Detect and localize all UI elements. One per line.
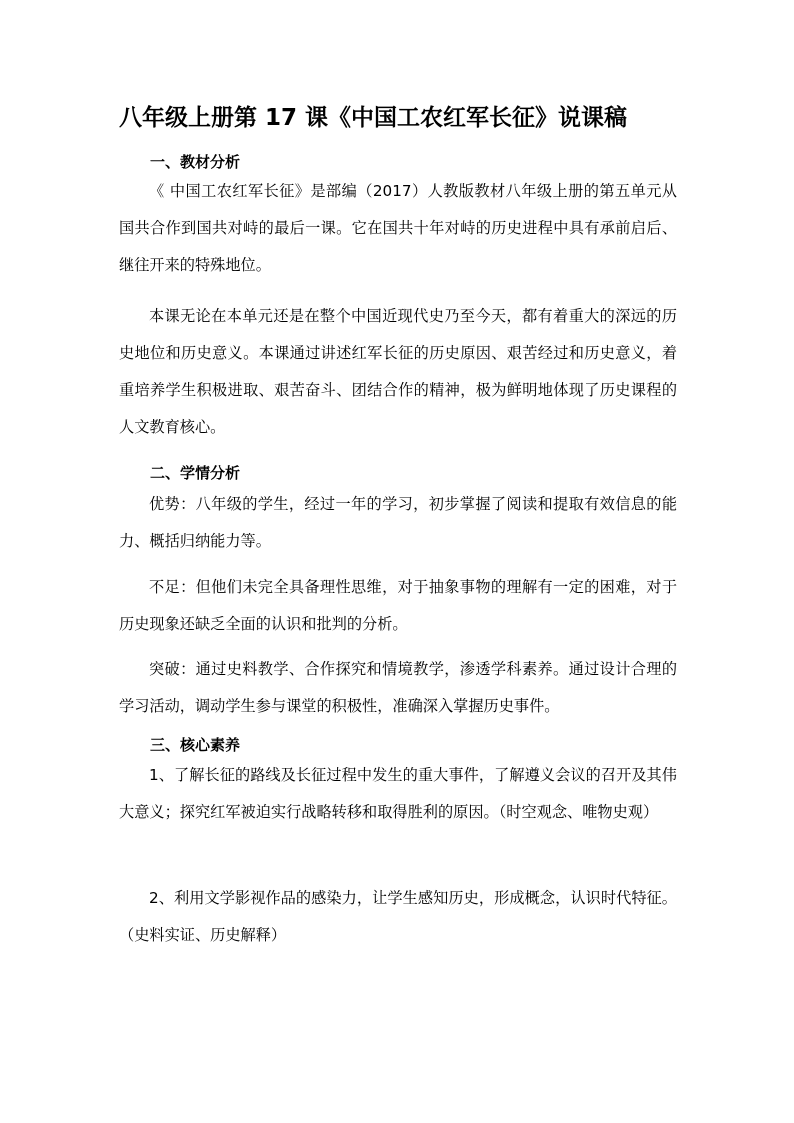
document-title: 八年级上册第 17 课《中国工农红军长征》说课稿 [119, 105, 628, 131]
section-heading-textbook-analysis: 一、教材分析 [150, 153, 241, 171]
paragraph-student-breakthrough: 突破：通过史料教学、合作探究和情境教学，渗透学科素养。通过设计合理的学习活动，调动学生参与课堂的积极性，准确深入掌握历史事件。 [119, 660, 677, 715]
paragraph-textbook-significance: 本课无论在本单元还是在整个中国近现代史乃至今天，都有着重大的深远的历史地位和历史意义。本课通过讲述红军长征的历史原因、艰苦经过和历史意义，着重培养学生积极进取、艰苦奋斗、团结合作的精神，极为鲜明地体现了历史课程的人文教育核心。 [119, 307, 677, 436]
section-heading-core-literacy: 三、核心素养 [150, 736, 241, 754]
paragraph-textbook-position: 《 中国工农红军长征》是部编（2017）人教版教材八年级上册的第五单元从国共合作到国共对峙的最后一课。它在国共十年对峙的历史进程中具有承前启后、继往开来的特殊地位。 [119, 182, 677, 274]
paragraph-core-literacy-2: 2、利用文学影视作品的感染力，让学生感知历史，形成概念，认识时代特征。（史料实证、历史解释） [119, 889, 677, 944]
section-heading-student-analysis: 二、学情分析 [150, 464, 241, 482]
paragraph-student-strengths: 优势：八年级的学生，经过一年的学习，初步掌握了阅读和提取有效信息的能力、概括归纳能力等。 [119, 495, 677, 550]
paragraph-student-weaknesses: 不足：但他们未完全具备理性思维，对于抽象事物的理解有一定的困难，对于历史现象还缺乏全面的认识和批判的分析。 [119, 578, 677, 633]
paragraph-core-literacy-1: 1、了解长征的路线及长征过程中发生的重大事件，了解遵义会议的召开及其伟大意义；探究红军被迫实行战略转移和取得胜利的原因。（时空观念、唯物史观） [119, 766, 677, 821]
